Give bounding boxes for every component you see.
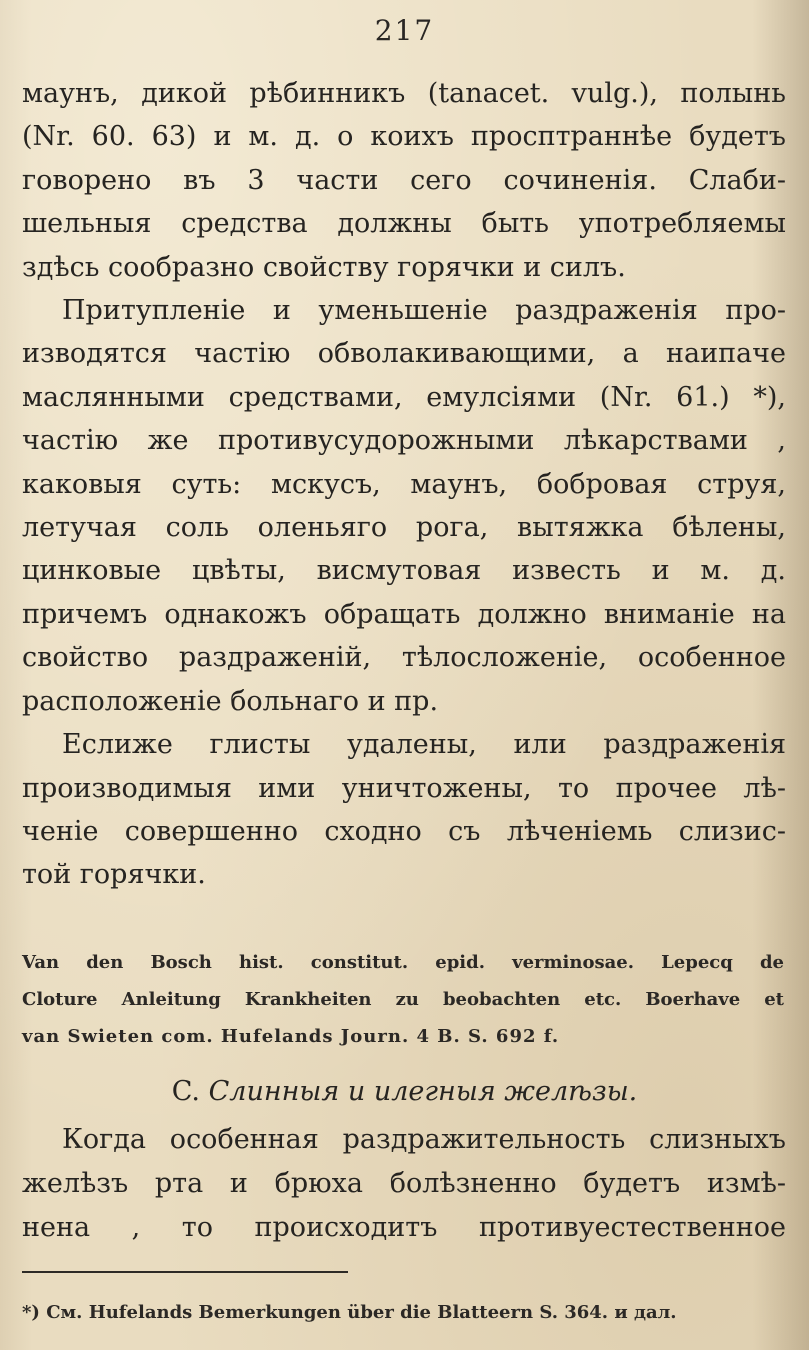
section-text: [22, 1118, 786, 1250]
footnote-rule: [22, 1271, 348, 1273]
section-heading: [0, 1076, 809, 1107]
text-line: ченіе совершенно сходно съ лѣченіемь слизис-: [22, 815, 786, 847]
text-line: причемъ однакожъ обращать должно вниманіе на: [22, 598, 786, 630]
text-line: расположеніе больнаго и пр.: [22, 685, 439, 717]
reference-line: van Swieten com. Hufelands Journ. 4 B. S. 692 f.: [22, 1026, 560, 1047]
reference-line: Cloture Anleitung Krankheiten zu beobachten etc. Boerhave et: [22, 989, 784, 1010]
text-line: маунъ, дикой рѣбинникъ (tanacet. vulg.), полынь: [22, 78, 786, 109]
text-line: Притупленіе и уменьшеніе раздраженія про-: [62, 295, 786, 327]
text-line: здѣсь сообразно свойству горячки и силъ.: [22, 251, 626, 283]
text-line: частію же противусудорожными лѣкарствами ,: [22, 425, 786, 457]
text-line: желѣзъ рта и брюха болѣзненно будетъ измѣ-: [22, 1168, 786, 1199]
text-line: производимыя ими уничтожены, то прочее лѣ-: [22, 772, 786, 804]
references: [22, 944, 784, 1055]
text-line: каковыя суть: мскусъ, маунъ, бобровая струя,: [22, 468, 786, 500]
text-line: говорено въ 3 части сего сочиненія. Слаби-: [22, 164, 786, 196]
text-line: маслянными средствами, емулсіями (Nr. 61.) *),: [22, 381, 786, 413]
text-line: цинковые цвѣты, висмутовая известь и м. д.: [22, 555, 786, 587]
text-line: шельныя средства должны быть употребляемы: [22, 208, 786, 240]
main-text: [22, 72, 786, 897]
text-line: (Nr. 60. 63) и м. д. о коихъ просптраннѣе будетъ: [22, 121, 786, 153]
text-line: Когда особенная раздражительность слизныхъ: [62, 1124, 786, 1155]
text-line: летучая соль оленьяго рога, вытяжка бѣлены,: [22, 512, 786, 544]
footnote: *) См. Hufelands Bemerkungen über die Blatteern S. 364. и дал.: [22, 1302, 677, 1323]
text-line: свойство раздраженій, тѣлосложеніе, особенное: [22, 642, 786, 674]
text-line: изводятся частію обволакивающими, а наипаче: [22, 338, 786, 370]
reference-line: Van den Bosch hist. constitut. epid. verminosae. Lepecq de: [22, 952, 784, 973]
text-line: нена , то происходитъ противуестественное: [22, 1212, 786, 1243]
section-title: Слинныя и илегныя желѣзы.: [208, 1076, 638, 1107]
text-line: той горячки.: [22, 859, 206, 891]
text-line: Еслиже глисты удалены, или раздраженія: [62, 729, 786, 761]
page-number: 217: [374, 14, 435, 47]
section-letter: C.: [171, 1076, 201, 1107]
